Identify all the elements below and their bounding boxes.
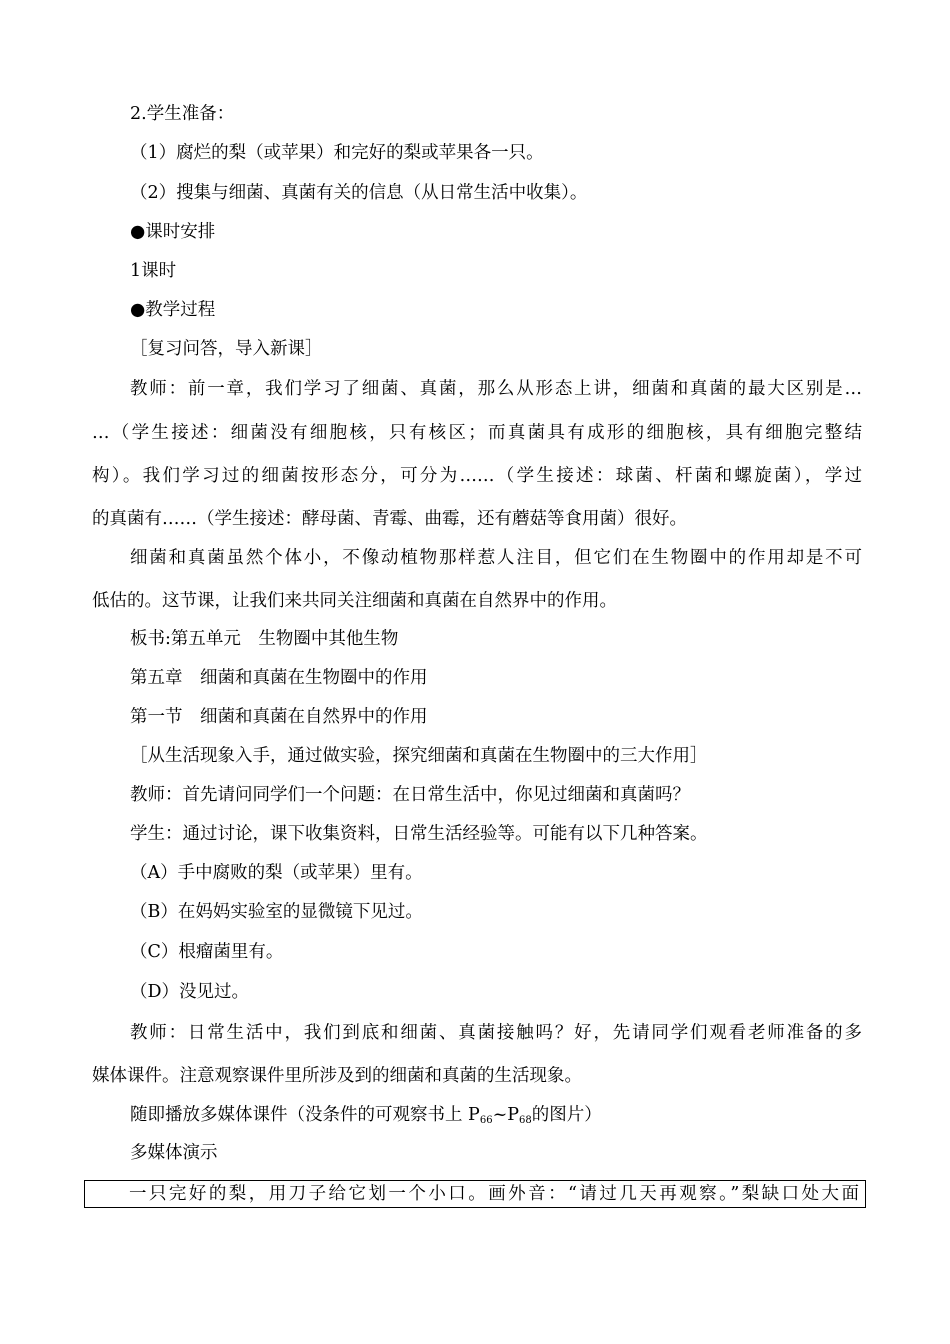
section-review-intro: ［复习问答，导入新课］ <box>130 339 323 359</box>
process-heading: ●教学过程 <box>130 300 216 320</box>
paragraph-line: 教师：前一章，我们学习了细菌、真菌，那么从形态上讲，细菌和真菌的最大区别是… <box>130 379 862 399</box>
paragraph-line: 媒体课件。注意观察课件里所涉及到的细菌和真菌的生活现象。 <box>92 1066 582 1086</box>
demo-box-text: 一只完好的梨，用刀子给它划一个小口。画外音：“请过几天再观察。”梨缺口处大面 <box>129 1184 859 1204</box>
student-answer: 学生：通过讨论，课下收集资料，日常生活经验等。可能有以下几种答案。 <box>130 824 708 844</box>
paragraph-line: 的真菌有……（学生接述：酵母菌、青霉、曲霉，还有蘑菇等食用菌）很好。 <box>92 509 687 529</box>
multimedia-instruction: 随即播放多媒体课件（没条件的可观察书上 $P_{66}\sim P_{68}$的图片） <box>130 1105 602 1126</box>
demo-text-box <box>84 1180 866 1208</box>
answer-option-b: （B）在妈妈实验室的显微镜下见过。 <box>130 902 423 922</box>
paragraph-line: 细菌和真菌虽然个体小，不像动植物那样惹人注目，但它们在生物圈中的作用却是不可 <box>130 548 862 568</box>
schedule-value: 1课时 <box>130 261 177 281</box>
teacher-question: 教师：首先请问同学们一个问题：在日常生活中，你见过细菌和真菌吗？ <box>130 785 690 805</box>
section-experiment-intro: ［从生活现象入手，通过做实验，探究细菌和真菌在生物圈中的三大作用］ <box>130 746 708 766</box>
paragraph-line: 构）。我们学习过的细菌按形态分，可分为……（学生接述：球菌、杆菌和螺旋菌），学过 <box>92 466 862 486</box>
paragraph-line: 低估的。这节课，让我们来共同关注细菌和真菌在自然界中的作用。 <box>92 591 617 611</box>
student-prep-heading: 2.学生准备： <box>130 104 235 124</box>
board-title-unit: 板书:第五单元 生物圈中其他生物 <box>130 629 399 649</box>
answer-option-a: （A）手中腐败的梨（或苹果）里有。 <box>130 863 423 883</box>
prep-item-1: （1）腐烂的梨（或苹果）和完好的梨或苹果各一只。 <box>130 143 544 163</box>
schedule-heading: ●课时安排 <box>130 222 216 242</box>
board-title-chapter: 第五章 细菌和真菌在生物圈中的作用 <box>130 668 428 688</box>
paragraph-line: 教师：日常生活中，我们到底和细菌、真菌接触吗？好，先请同学们观看老师准备的多 <box>130 1023 862 1043</box>
board-title-section: 第一节 细菌和真菌在自然界中的作用 <box>130 707 428 727</box>
answer-option-c: （C）根瘤菌里有。 <box>130 942 284 962</box>
multimedia-demo-heading: 多媒体演示 <box>130 1143 218 1163</box>
answer-option-d: （D）没见过。 <box>130 982 250 1002</box>
paragraph-line: …（学生接述：细菌没有细胞核，只有核区；而真菌具有成形的细胞核，具有细胞完整结 <box>92 423 862 443</box>
prep-item-2: （2）搜集与细菌、真菌有关的信息（从日常生活中收集）。 <box>130 183 588 203</box>
